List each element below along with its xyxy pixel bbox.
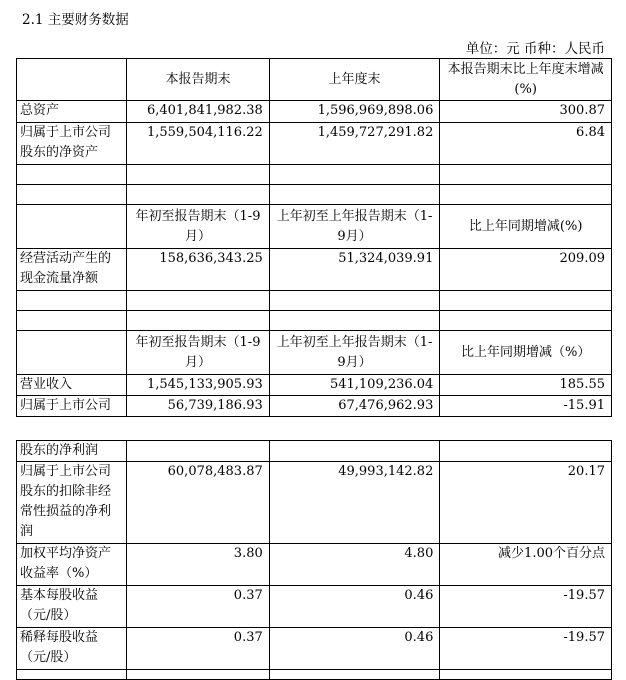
cell-value: 1,459,727,291.82 (269, 123, 440, 165)
cell-value: 56,739,186.93 (127, 396, 270, 417)
cell-value: 3.80 (127, 544, 270, 586)
table1-header-row (17, 59, 612, 101)
table2-header-col3: 比上年同期增减(%) (440, 205, 612, 249)
cell-value (127, 441, 270, 462)
cell-value: 49,993,142.82 (269, 462, 440, 544)
table1-header-col2: 上年度末 (269, 59, 440, 101)
cell-value: -19.57 (440, 628, 612, 670)
row-label: 归属于上市公司股东的净资产 (17, 123, 127, 165)
table3-header-col3: 比上年同期增减（%） (440, 331, 612, 375)
cell-value: 0.46 (269, 586, 440, 628)
table2-header-col1: 年初至报告期末（1-9月） (127, 205, 270, 249)
cell-value: -15.91 (440, 396, 612, 417)
cell-value: 0.37 (127, 628, 270, 670)
empty-row (17, 165, 612, 185)
table-row (17, 544, 612, 586)
cell-value (440, 441, 612, 462)
cell-value: 209.09 (440, 249, 612, 291)
cell-value: 541,109,236.04 (269, 375, 440, 396)
empty-row (17, 670, 612, 680)
row-label: 基本每股收益（元/股） (17, 586, 127, 628)
table1-header-col1: 本报告期末 (127, 59, 270, 101)
cell-value (269, 441, 440, 462)
row-label: 股东的净利润 (17, 441, 127, 462)
row-label: 稀释每股收益（元/股） (17, 628, 127, 670)
cell-value: 20.17 (440, 462, 612, 544)
table2-header-blank (17, 205, 127, 249)
table-row (17, 123, 612, 165)
financial-data-table-continued (16, 440, 612, 680)
cell-value: 减少1.00个百分点 (440, 544, 612, 586)
cell-value: 4.80 (269, 544, 440, 586)
row-label: 归属于上市公司 (17, 396, 127, 417)
cell-value: 1,559,504,116.22 (127, 123, 270, 165)
cell-value: 6.84 (440, 123, 612, 165)
row-label: 经营活动产生的现金流量净额 (17, 249, 127, 291)
cell-value: 185.55 (440, 375, 612, 396)
table1-header-col3: 本报告期末比上年度末增减(%) (440, 59, 612, 101)
cell-value: 51,324,039.91 (269, 249, 440, 291)
table-row (17, 249, 612, 291)
table3-header-col1: 年初至报告期末（1-9月） (127, 331, 270, 375)
empty-row (17, 291, 612, 311)
row-label: 营业收入 (17, 375, 127, 396)
cell-value: 1,596,969,898.06 (269, 101, 440, 123)
cell-value: 0.37 (127, 586, 270, 628)
table-row (17, 462, 612, 544)
table2-header-col2: 上年初至上年报告期末（1-9月） (269, 205, 440, 249)
table-row (17, 396, 612, 417)
cell-value: 6,401,841,982.38 (127, 101, 270, 123)
cell-value: 300.87 (440, 101, 612, 123)
table1-header-blank (17, 59, 127, 101)
row-label: 加权平均净资产收益率（%） (17, 544, 127, 586)
cell-value: 158,636,343.25 (127, 249, 270, 291)
cell-value: -19.57 (440, 586, 612, 628)
section-title: 2.1 主要财务数据 (22, 12, 129, 28)
empty-row (17, 185, 612, 205)
table2-header-row (17, 205, 612, 249)
cell-value: 60,078,483.87 (127, 462, 270, 544)
table-row (17, 101, 612, 123)
table3-header-col2: 上年初至上年报告期末（1-9月） (269, 331, 440, 375)
table3-header-row (17, 331, 612, 375)
cell-value: 0.46 (269, 628, 440, 670)
cell-value: 1,545,133,905.93 (127, 375, 270, 396)
row-label: 归属于上市公司股东的扣除非经常性损益的净利润 (17, 462, 127, 544)
empty-row (17, 311, 612, 331)
table-row (17, 441, 612, 462)
table3-header-blank (17, 331, 127, 375)
table-row (17, 375, 612, 396)
row-label: 总资产 (17, 101, 127, 123)
table-row (17, 586, 612, 628)
unit-currency-line: 单位：元 币种：人民币 (465, 41, 605, 57)
financial-data-table-main (16, 58, 612, 417)
table-row (17, 628, 612, 670)
cell-value: 67,476,962.93 (269, 396, 440, 417)
